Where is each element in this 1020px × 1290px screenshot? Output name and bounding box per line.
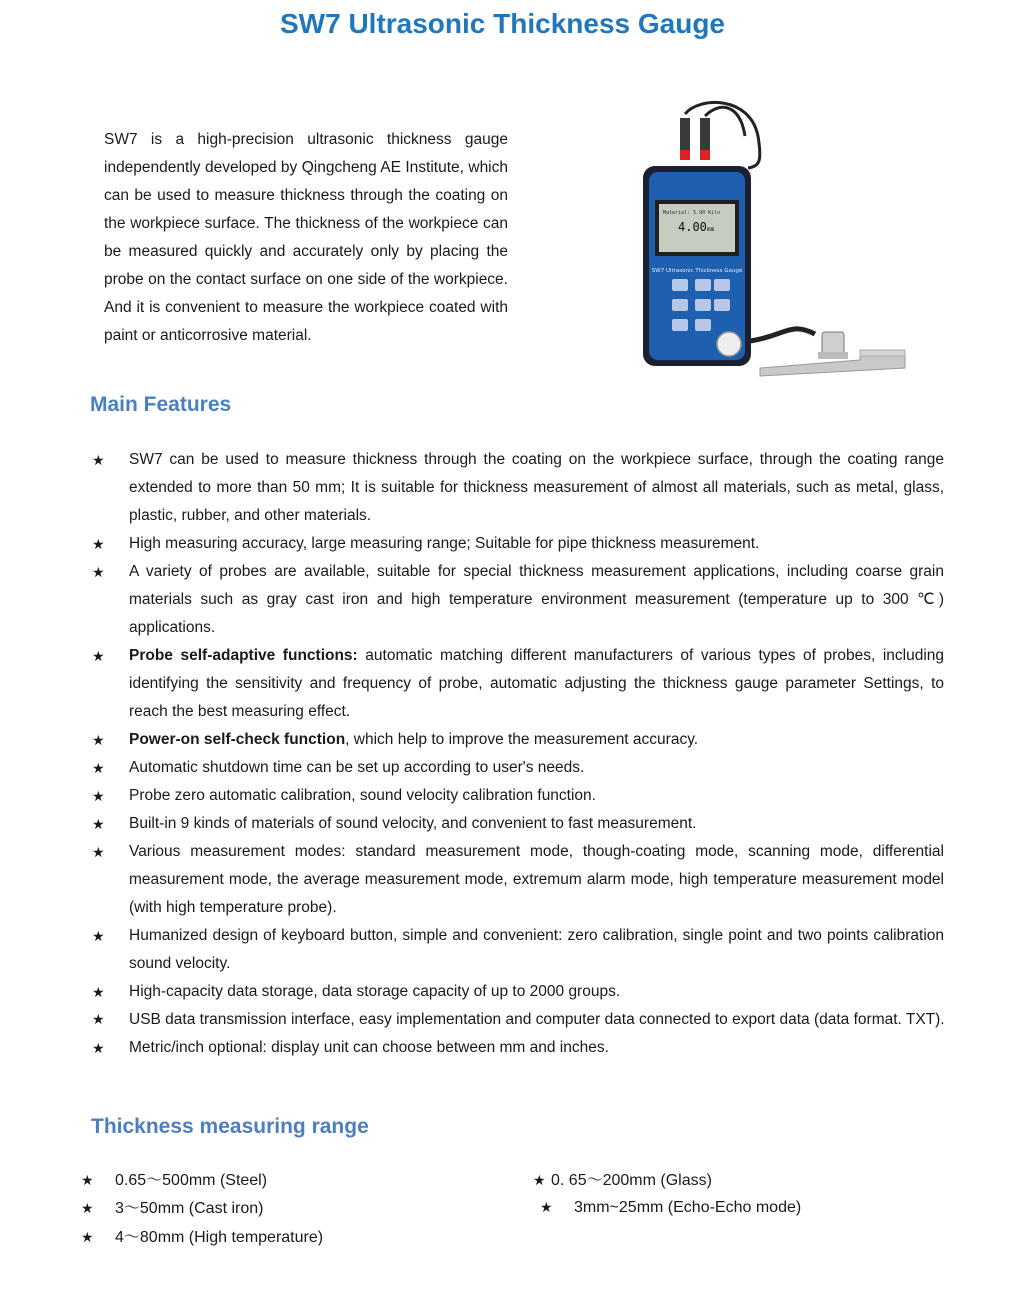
star-icon: ★ <box>533 1172 546 1188</box>
range-item: ★ 4～80mm (High temperature) <box>81 1223 323 1252</box>
star-icon: ★ <box>92 536 105 552</box>
range-item: ★ 0. 65～200mm (Glass) <box>533 1166 712 1195</box>
feature-item: ★ Power-on self-check function, which help to improve the measurement accuracy. <box>92 726 944 754</box>
feature-item: ★ Probe self-adaptive functions: automatic matching different manufacturers of various types of probes, including identifying the sensitivity and frequency of probe, automatic adjusting the thickness gauge parameter Settings, to reach the best measuring effect. <box>92 642 944 726</box>
intro-paragraph: SW7 is a high-precision ultrasonic thickness gauge independently developed by Qingcheng AE Institute, which can be used to measure thickness through the coating on the workpiece surface. The thickness of the workpiece can be measured quickly and accurately only by placing the probe on the contact surface on one side of the workpiece. And it is convenient to measure the workpiece coated with paint or anticorrosive material. <box>104 131 508 344</box>
thickness-gauge-image <box>610 96 915 386</box>
feature-item: ★ Various measurement modes: standard measurement mode, though-coating mode, scanning mode, differential measurement mode, the average measurement mode, extremum alarm mode, high temperature measurement model (with high temperature probe). <box>92 838 944 922</box>
screen-top-text: Material: 5.90 Kilo <box>663 210 721 216</box>
feature-bold-label: Power-on self-check function <box>129 731 346 748</box>
range-heading: Thickness measuring range <box>91 1115 369 1138</box>
star-icon: ★ <box>92 788 105 804</box>
star-icon: ★ <box>92 648 105 664</box>
feature-item: ★ USB data transmission interface, easy implementation and computer data connected to export data (data format. TXT). <box>92 1011 945 1028</box>
feature-item: ★ SW7 can be used to measure thickness through the coating on the workpiece surface, through the coating range extended to more than 50 mm; It is suitable for thickness measurement of almost all materials, such as metal, glass, plastic, rubber, and other materials. <box>92 446 944 530</box>
star-icon: ★ <box>92 928 105 944</box>
screen-reading-text: 4.00 <box>678 220 707 234</box>
feature-item: ★ Metric/inch optional: display unit can choose between mm and inches. <box>92 1034 944 1062</box>
star-icon: ★ <box>92 452 105 468</box>
feature-item: ★ High-capacity data storage, data storage capacity of up to 2000 groups. <box>92 978 944 1006</box>
feature-item: ★ A variety of probes are available, suitable for special thickness measurement applications, including coarse grain materials such as gray cast iron and high temperature environment measurement (temperature up to 300 ℃) applications. <box>92 558 944 642</box>
screen-unit-text: mm <box>707 226 715 233</box>
feature-item: ★ Probe zero automatic calibration, sound velocity calibration function. <box>92 782 944 810</box>
star-icon: ★ <box>92 760 105 776</box>
star-icon: ★ <box>81 1172 94 1188</box>
star-icon: ★ <box>81 1200 94 1216</box>
feature-item: ★ Humanized design of keyboard button, simple and convenient: zero calibration, single point and two points calibration sound velocity. <box>92 922 944 978</box>
features-heading: Main Features <box>90 393 232 416</box>
star-icon: ★ <box>92 844 105 860</box>
star-icon: ★ <box>92 816 105 832</box>
panel-label-text: SW7 Ultrasonic Thickness Gauge <box>651 268 743 274</box>
features-list <box>92 446 944 1062</box>
star-icon: ★ <box>92 1011 105 1027</box>
star-icon: ★ <box>81 1229 94 1245</box>
star-icon: ★ <box>540 1199 553 1215</box>
range-item: ★ 3～50mm (Cast iron) <box>81 1194 263 1223</box>
feature-item: ★ Built-in 9 kinds of materials of sound velocity, and convenient to fast measurement. <box>92 810 944 838</box>
star-icon: ★ <box>92 984 105 1000</box>
range-item: ★ 3mm~25mm (Echo-Echo mode) <box>540 1193 801 1222</box>
page-title: SW7 Ultrasonic Thickness Gauge <box>279 8 726 39</box>
feature-bold-label: Probe self-adaptive functions: <box>129 647 358 664</box>
star-icon: ★ <box>92 732 105 748</box>
feature-item: ★ High measuring accuracy, large measuring range; Suitable for pipe thickness measurement. <box>92 530 944 558</box>
star-icon: ★ <box>92 1040 105 1056</box>
star-icon: ★ <box>92 564 105 580</box>
range-item: ★ 0.65～500mm (Steel) <box>81 1166 267 1195</box>
feature-item: ★ Automatic shutdown time can be set up according to user's needs. <box>92 754 944 782</box>
